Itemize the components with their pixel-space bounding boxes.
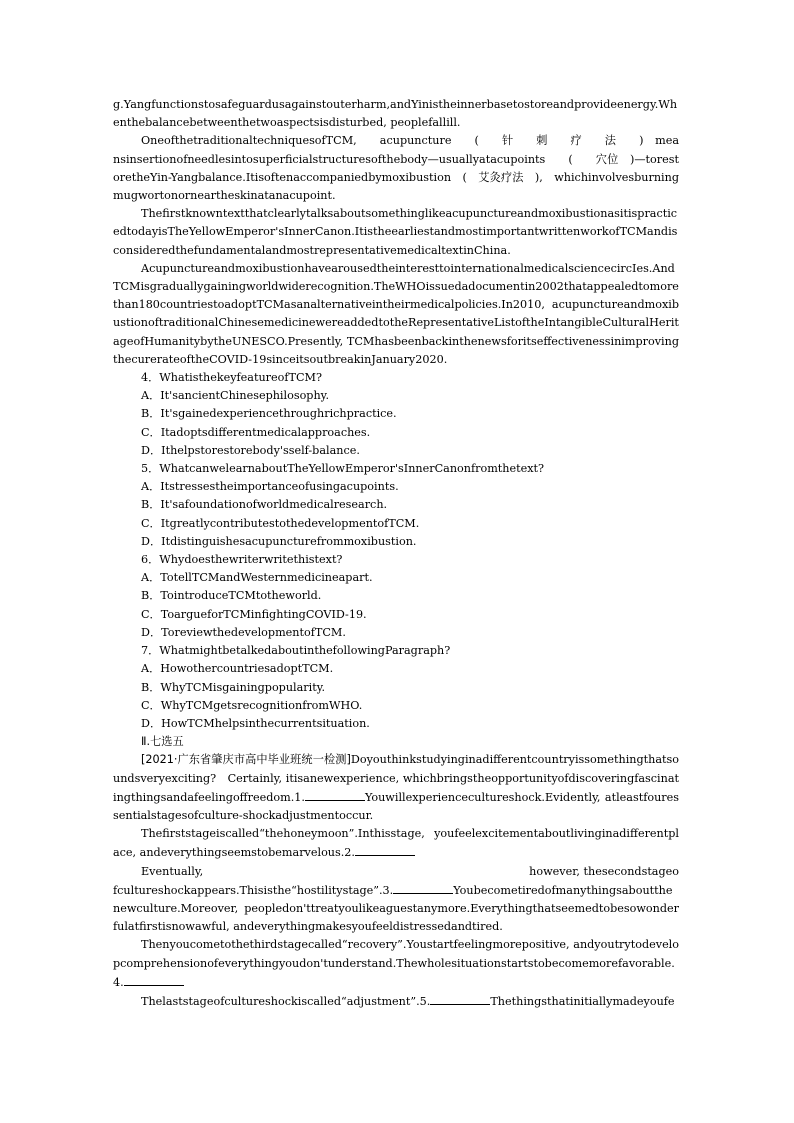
hostility-text-cont: Youbecometiredofmanythingsaboutthenewculture.Moreover, peopledon'ttreatyoulikeaguestanymore.Everythingthatseemedtobesowonderfulatfirstisnowawful, andeverythingmakesyoufeeldistressedandtired. (113, 883, 679, 934)
option-c: C．ToargueforTCMinfightingCOVID-19. (141, 607, 367, 621)
recovery-paragraph (113, 936, 679, 992)
option-d: D．Itdistinguishesacupuncturefrommoxibustion. (141, 534, 417, 548)
option-c: C．Itadoptsdifferentmedicalapproaches. (141, 425, 371, 439)
option-c: C．ItgreatlycontributestothedevelopmentofTCM. (141, 516, 420, 530)
intro-paragraph (113, 751, 679, 825)
passage-paragraph-acupuncture: OneofthetraditionaltechniquesofTCM, acupuncture ( 针 刺 疗 法 ) meansinsertionofneedlesintosuperficialstructuresofthebody—usuallyatacupoints ( 穴位 )—torestoretheYin-Yangbalance.Itisoftenaccompaniedbymoxibustion ( 艾灸疗法 ), whichinvolvesburningmugwortonorneartheskinatanacupoint. (113, 134, 679, 203)
intro-text: Doyouthinkstudyinginadifferentcountryissomethingthatsoundsveryexciting? Certainly, itisanewexperience, whichbringstheopportunityofdiscoveringfascinatingthingsandafeelingoffreedom.1. (113, 753, 679, 804)
passage-paragraph-0: g.Yangfunctionstosafeguardusagainstouterharm,andYinistheinnerbasetostoreandprovideenergy.Whenthebalancebetweenthetwoaspectsisdisturbed, peoplefallill. (113, 98, 678, 130)
option-a: A．It'sancientChinesephilosophy. (141, 389, 330, 403)
recovery-text: Thenyoucometothethirdstagecalled“recovery”.Youstartfeelingmorepositive, andyoutrytodevelopcomprehensionofeverythingyoudon'tunderstand.Thewholesituationstartstobecomemorefavorable.4. (113, 938, 679, 989)
question-stem: 4．WhatisthekeyfeatureofTCM? (141, 371, 322, 385)
answer-blank-1[interactable] (305, 788, 365, 801)
question-5 (113, 460, 679, 551)
question-stem: 5．WhatcanwelearnaboutTheYellowEmperor'sInnerCanonfromthetext? (141, 462, 545, 476)
adjustment-text-cont: Thethingsthatinitiallymadeyoufe (490, 994, 675, 1008)
option-d: D．Ithelpstorestorebody'sself-balance. (141, 443, 360, 457)
question-7 (113, 642, 679, 733)
document-content (113, 96, 679, 1011)
question-stem: 6．Whydoesthewriterwritethistext? (141, 553, 343, 567)
option-c: C．WhyTCMgetsrecognitionfromWHO. (141, 698, 363, 712)
adjustment-text: Thelaststageofcultureshockiscalled“adjustment”.5. (141, 994, 431, 1008)
source-citation: [2021·广东省肇庆市高中毕业班统一检测] (141, 753, 351, 767)
option-d: D．ToreviewthedevelopmentofTCM. (141, 625, 346, 639)
option-b: B．It'sgainedexperiencethroughrichpractice. (141, 407, 397, 421)
hostility-paragraph (113, 863, 679, 937)
option-a: A．Itstressestheimportanceofusingacupoints. (141, 480, 399, 494)
answer-blank-5[interactable] (430, 992, 490, 1005)
answer-blank-3[interactable] (393, 881, 453, 894)
adjustment-paragraph (113, 992, 679, 1011)
passage-paragraph-yellow-emperor: ThefirstknowntextthatclearlytalksaboutsomethinglikeacupunctureandmoxibustionasitispracticedtodayisTheYellowEmperor'sInnerCanon.ItistheearliestandmostimportantwrittenworkofTCMandisconsideredthefundamentalandmostrepresentativemedicaltextinChina. (113, 207, 678, 257)
honeymoon-text: Thefirststageiscalled“thehoneymoon”.Inthisstage, youfeelexcitementaboutlivinginadifferentplace, andeverythingseemstobemarvelous.2. (113, 827, 679, 860)
question-stem: 7．WhatmightbetalkedaboutinthefollowingParagraph? (141, 644, 451, 658)
option-b: B．It'safoundationofworldmedicalresearch. (141, 498, 388, 512)
section-heading: Ⅱ.七选五 (141, 735, 184, 749)
option-a: A．HowothercountriesadoptTCM. (141, 662, 334, 676)
intro-text-cont: Youwillexperiencecultureshock.Evidently, atleastfouressentialstagesofculture-shockadjustmentoccur. (113, 790, 679, 822)
honeymoon-paragraph (113, 825, 679, 862)
passage-paragraph-recognition: AcupunctureandmoxibustionhavearousedtheinteresttointernationalmedicalsciencecircIes.AndTCMisgraduallygainingworldwiderecognition.TheWHOissuedadocumentin2002thatappealedtomorethan180countriestoadoptTCMasanalternativeintheirmedicalpolicies.In2010, acupunctureandmoxibustionoftraditionalChinesemedicinewereaddedtotheRepresentativeListoftheIntangibleCulturalHeritageofHumanitybytheUNESCO.Presently, TCMhasbeenbackinthenewsforitseffectivenessinimprovingthecurerateoftheCOVID-19sinceitsoutbreakinJanuary2020. (113, 261, 679, 366)
hostility-text: Eventually, however, thesecondstageofcultureshockappears.Thisisthe“hostilitystage”.3. (113, 864, 679, 897)
option-b: B．TointroduceTCMtotheworld. (141, 589, 322, 603)
answer-blank-4[interactable] (124, 973, 184, 986)
option-b: B．WhyTCMisgainingpopularity. (141, 680, 326, 694)
question-6 (113, 551, 679, 642)
option-a: A．TotellTCMandWesternmedicineapart. (141, 571, 373, 585)
option-d: D．HowTCMhelpsinthecurrentsituation. (141, 716, 370, 730)
question-4 (113, 369, 679, 460)
answer-blank-2[interactable] (355, 843, 415, 856)
